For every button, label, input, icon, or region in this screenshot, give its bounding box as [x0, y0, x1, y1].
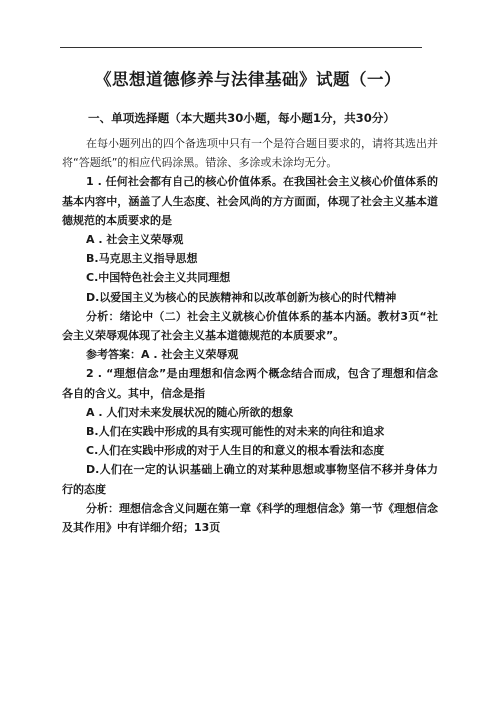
question-2-option-c: C.人们在实践中形成的对于人生目的和意义的根本看法和态度 [86, 444, 385, 458]
question-2-option-a: A . 人们对未来发展状况的随心所欲的想象 [86, 405, 294, 419]
header-rule [60, 47, 422, 48]
question-2-option-b: B.人们在实践中形成的具有实现可能性的对未来的向往和追求 [86, 425, 385, 439]
question-1-option-d: D.以爱国主义为核心的民族精神和以改革创新为核心的时代精神 [86, 290, 397, 304]
question-1-stem: 1 . 任何社会都有自己的核心价值体系。在我国社会主义核心价值体系的基本内容中，涵盖了人生态度、社会风尚的方方面面，体现了社会主义基本道德规范的本质要求的是 [62, 175, 438, 227]
section-heading: 一、单项选择题（本大题共30小题，每小题1分，共30分） [88, 111, 395, 125]
question-2-analysis: 分析：理想信念含义问题在第一章《科学的理想信念》第一节《理想信念及其作用》中有详细介绍；13页 [62, 501, 438, 535]
question-1-answer: 参考答案：A . 社会主义荣辱观 [86, 348, 239, 362]
instructions-paragraph: 在每小题列出的四个备选项中只有一个是符合题目要求的，请将其选出并将“答题纸”的相应代码涂黑。错涂、多涂或未涂均无分。 [62, 137, 438, 170]
question-2-stem: 2 . “理想信念”是由理想和信念两个概念结合而成，包含了理想和信念各自的含义。其中，信念是指 [62, 367, 438, 400]
question-1-option-a: A . 社会主义荣辱观 [86, 233, 184, 247]
question-1-option-b: B.马克思主义指导思想 [86, 252, 198, 266]
question-2-option-d: D.人们在一定的认识基础上确立的对某种思想或事物坚信不移并身体力行的态度 [62, 463, 438, 496]
document-title: 《思想道德修养与法律基础》试题（一） [95, 70, 401, 89]
document-body [62, 134, 438, 537]
question-1-option-c: C.中国特色社会主义共同理想 [86, 271, 231, 285]
question-1-analysis: 分析：绪论中（二）社会主义就核心价值体系的基本内涵。教材3页“社会主义荣辱观体现了社会主义基本道德规范的本质要求”。 [62, 309, 438, 343]
